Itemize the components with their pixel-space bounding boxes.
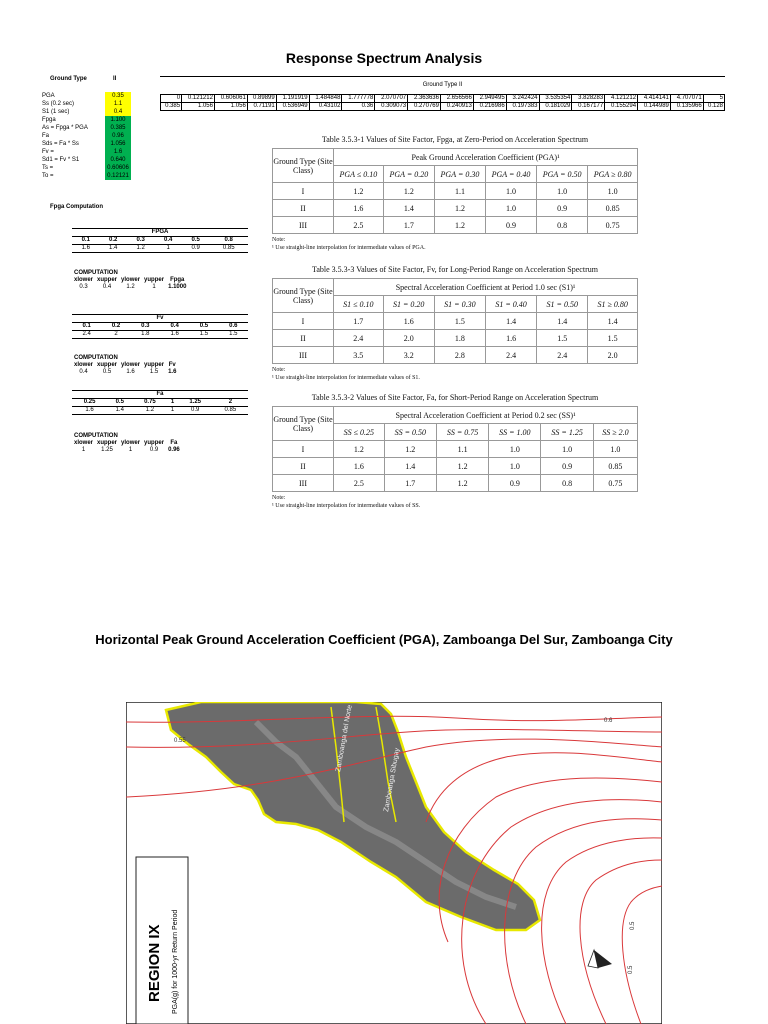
data-cell: 1.7: [334, 313, 384, 330]
period-cell: 1.191919: [276, 95, 309, 103]
header-row: [273, 279, 638, 296]
data-cell: 1.5: [537, 330, 588, 347]
mini-cell: 1.8: [131, 331, 160, 339]
comp-col-label: xlower: [74, 277, 94, 283]
contour-label-05a: 0.5: [630, 921, 636, 930]
header-row: [273, 149, 638, 166]
data-cell: 0.8: [541, 475, 593, 492]
mini-cell: 1: [154, 245, 181, 253]
accel-cell: 0.167177: [572, 103, 605, 111]
data-cell: 1.2: [436, 475, 488, 492]
accel-cell: 0.128: [703, 103, 724, 111]
data-cell: 1.0: [489, 441, 541, 458]
period-cell: 0.606061: [214, 95, 247, 103]
data-cell: 1.6: [334, 458, 385, 475]
data-cell: 1.6: [383, 313, 434, 330]
comp-col-label: Fv: [168, 362, 176, 368]
spectrum-title: Ground Type II: [422, 82, 463, 88]
ground-type-label: Ground Type: [50, 76, 87, 82]
data-cell: II: [273, 330, 334, 347]
period-cell: 5: [703, 95, 724, 103]
period-cell: 0: [161, 95, 182, 103]
param-value: 0.35: [105, 92, 131, 100]
col0-header: Ground Type (Site Class): [273, 407, 334, 441]
mini-cell: 0.5: [189, 323, 218, 331]
mini-table-title: Fv: [72, 315, 248, 323]
mini-cell: 0.85: [213, 407, 248, 415]
note-line: Note:: [272, 367, 286, 373]
mini-cell: 0.2: [99, 237, 126, 245]
header-row: [273, 407, 638, 424]
data-row: [273, 475, 638, 492]
period-cell: 2.656566: [440, 95, 473, 103]
accel-cell: 0.135966: [670, 103, 703, 111]
table-note: [272, 236, 638, 252]
col-header: S1 = 0.40: [485, 296, 536, 313]
table-fpga-code: [272, 135, 638, 252]
param-row: [42, 140, 132, 148]
data-cell: 1.0: [537, 183, 588, 200]
comp-vals: [74, 447, 184, 454]
period-cell: 4.414141: [638, 95, 671, 103]
param-row: [42, 108, 132, 116]
group-header: Peak Ground Acceleration Coefficient (PGA)¹: [334, 149, 638, 166]
mini-cell: 0.4: [154, 237, 181, 245]
param-value: 0.4: [105, 108, 131, 116]
mini-title-row: [72, 391, 248, 399]
accel-cell: 0.144989: [638, 103, 671, 111]
mini-cell: 2.4: [72, 331, 101, 339]
comp-value: 1.1000: [168, 284, 187, 290]
param-row: [42, 100, 132, 108]
mini-cell: 1.6: [72, 245, 99, 253]
data-cell: 2.4: [334, 330, 384, 347]
data-row: [273, 347, 638, 364]
param-label: Fv =: [42, 149, 54, 155]
param-label: Sds = Fa * Ss: [42, 141, 79, 147]
contour-label-06: 0.6: [604, 718, 613, 724]
data-row: [273, 330, 638, 347]
accel-cell: 0.43102: [309, 103, 342, 111]
data-row: [273, 183, 638, 200]
mini-cell: 1.4: [99, 245, 126, 253]
mini-row-x: [72, 323, 248, 331]
accel-cell: 0.385: [161, 103, 182, 111]
accel-cell: 0.216986: [473, 103, 506, 111]
comp-col-label: yupper: [144, 362, 165, 368]
col-header: SS = 0.75: [436, 424, 488, 441]
data-cell: 0.85: [588, 200, 638, 217]
data-cell: 2.4: [485, 347, 536, 364]
mini-cell: 0.5: [182, 237, 209, 245]
group-header: Spectral Acceleration Coefficient at Period 0.2 sec (SS)¹: [334, 407, 638, 424]
province-label-sibugay: Zamboanga Sibugay: [383, 747, 402, 813]
param-row: [42, 132, 132, 140]
accel-cell: 0.71191: [247, 103, 276, 111]
col0-header: Ground Type (Site Class): [273, 279, 334, 313]
mini-table-title: Fa: [72, 391, 248, 399]
param-row: [42, 156, 132, 164]
data-cell: 1.0: [485, 200, 536, 217]
period-cell: 1.777778: [342, 95, 375, 103]
accel-cell: 0.36: [342, 103, 375, 111]
data-row: [273, 458, 638, 475]
mini-cell: 0.85: [209, 245, 248, 253]
period-cell: 4.707071: [670, 95, 703, 103]
mini-cell: 0.6: [219, 323, 248, 331]
comp-col-label: xupper: [97, 362, 118, 368]
accel-cell: 0.181029: [539, 103, 572, 111]
data-cell: III: [273, 347, 334, 364]
mini-cell: 0.2: [101, 323, 130, 331]
mini-cell: 2: [101, 331, 130, 339]
group-header: Spectral Acceleration Coefficient at Period 1.0 sec (S1)¹: [334, 279, 638, 296]
comp-value: 0.4: [102, 284, 112, 290]
data-cell: 1.2: [334, 183, 384, 200]
mini-row-y: [72, 331, 248, 339]
data-cell: 1.2: [383, 183, 434, 200]
mini-cell: 1.6: [72, 407, 107, 415]
col-header: SS = 0.50: [384, 424, 436, 441]
comp-cols: [74, 277, 190, 284]
fpga-table: [72, 228, 248, 253]
note-line: Note:: [272, 495, 286, 501]
table-note: [272, 366, 638, 382]
param-label: S1 (1 sec): [42, 109, 70, 115]
table-caption: Table 3.5.3-2 Values of Site Factor, Fa, for Short-Period Range on Acceleration Spectrum: [311, 393, 599, 402]
period-cell: 0.89899: [247, 95, 276, 103]
comp-value: 1: [128, 447, 133, 453]
mini-cell: 0.25: [72, 399, 107, 407]
data-cell: 1.1: [434, 183, 485, 200]
comp-col-label: ylower: [121, 440, 141, 446]
mini-row-x: [72, 237, 248, 245]
param-label: As = Fpga * PGA: [42, 125, 88, 131]
param-label: PGA: [42, 93, 55, 99]
param-value: 1.100: [105, 116, 131, 124]
param-value: 1.6: [105, 148, 131, 156]
period-cell: 3.828283: [572, 95, 605, 103]
comp-value: 1: [152, 284, 156, 290]
col-header: PGA = 0.40: [485, 166, 536, 183]
data-cell: 2.4: [537, 347, 588, 364]
table-fa-code: [272, 393, 638, 510]
param-label: Ts =: [42, 165, 54, 171]
mini-cell: 0.9: [182, 245, 209, 253]
mini-row-y: [72, 245, 248, 253]
comp-value: 1.6: [126, 369, 135, 375]
contour-label-05b: 0.5: [628, 965, 634, 974]
param-row: [42, 92, 132, 100]
comp-value: 0.96: [168, 447, 180, 453]
accel-cell: 0.197383: [506, 103, 539, 111]
pga-map: [126, 702, 662, 1024]
fv-table: [72, 314, 248, 339]
param-value: 1.056: [105, 140, 131, 148]
accel-cell: 0.240913: [440, 103, 473, 111]
mini-cell: 0.5: [107, 399, 132, 407]
data-row: [273, 200, 638, 217]
param-value: 0.96: [105, 132, 131, 140]
data-cell: 1.4: [588, 313, 638, 330]
table-caption: Table 3.5.3-1 Values of Site Factor, Fpga, at Zero-Period on Acceleration Spectrum: [321, 135, 589, 144]
mini-cell: 1.6: [160, 331, 189, 339]
data-cell: 1.4: [383, 200, 434, 217]
comp-col-label: xlower: [74, 440, 94, 446]
period-cell: 2.949495: [473, 95, 506, 103]
data-cell: 0.85: [593, 458, 637, 475]
comp-col-label: ylower: [121, 277, 141, 283]
mini-cell: 1.5: [189, 331, 218, 339]
param-value: 0.60606: [105, 164, 131, 172]
col-header: SS ≥ 2.0: [593, 424, 637, 441]
fa-table: [72, 390, 248, 415]
mini-cell: 1: [168, 407, 178, 415]
comp-value: 1.2: [126, 284, 135, 290]
col-header: S1 = 0.30: [434, 296, 485, 313]
param-value: 0.12121: [105, 172, 131, 180]
data-cell: III: [273, 217, 334, 234]
comp-cols: [74, 362, 180, 369]
mini-row-x: [72, 399, 248, 407]
col-header: SS = 1.00: [489, 424, 541, 441]
comp-value: 1.25: [101, 447, 113, 453]
comp-col-label: xupper: [97, 440, 118, 446]
computation-heading: COMPUTATION: [74, 270, 118, 276]
comp-col-label: xupper: [97, 277, 118, 283]
comp-value: 0.3: [79, 284, 88, 290]
data-cell: 1.6: [334, 200, 384, 217]
mini-cell: 0.8: [209, 237, 248, 245]
accel-cell: 0.309073: [375, 103, 408, 111]
data-cell: II: [273, 200, 334, 217]
spectrum-table: [160, 94, 725, 111]
col-header: PGA = 0.50: [537, 166, 588, 183]
data-cell: 1.2: [384, 441, 436, 458]
param-row: [42, 172, 132, 180]
note-line: ¹ Use straight-line interpolation for intermediate values of PGA.: [272, 245, 426, 251]
data-cell: 1.2: [334, 441, 385, 458]
mini-cell: 0.9: [178, 407, 213, 415]
data-cell: 1.0: [593, 441, 637, 458]
province-label-norte: Zamboanga del Norte: [335, 704, 354, 773]
comp-col-label: yupper: [144, 440, 165, 446]
param-label: Ss (0.2 sec): [42, 101, 75, 107]
param-value: 0.640: [105, 156, 131, 164]
mini-cell: 1.2: [127, 245, 154, 253]
data-cell: II: [273, 458, 334, 475]
data-row: [273, 217, 638, 234]
data-cell: 1.1: [436, 441, 488, 458]
comp-vals: [74, 284, 190, 291]
fpga-computation: [74, 270, 190, 291]
data-cell: 3.5: [334, 347, 384, 364]
data-cell: 1.0: [588, 183, 638, 200]
col-header: S1 = 0.20: [383, 296, 434, 313]
period-row: [161, 95, 725, 103]
comp-cols: [74, 440, 184, 447]
col-header: S1 = 0.50: [537, 296, 588, 313]
data-cell: 1.2: [436, 458, 488, 475]
period-cell: 3.535354: [539, 95, 572, 103]
comp-value: 1.5: [149, 369, 159, 375]
data-cell: 1.7: [383, 217, 434, 234]
data-cell: 1.6: [485, 330, 536, 347]
mini-cell: 0.1: [72, 237, 99, 245]
table-note: [272, 494, 638, 510]
data-cell: III: [273, 475, 334, 492]
col-header: PGA = 0.30: [434, 166, 485, 183]
data-cell: 1.7: [384, 475, 436, 492]
accel-row: [161, 103, 725, 111]
data-cell: 1.4: [485, 313, 536, 330]
period-cell: 3.242424: [506, 95, 539, 103]
comp-col-label: ylower: [121, 362, 141, 368]
mini-cell: 1.4: [107, 407, 132, 415]
note-line: ¹ Use straight-line interpolation for intermediate values of SS.: [272, 503, 421, 509]
map-subtitle: PGA(g) for 1000-yr Return Period: [172, 909, 179, 1014]
period-cell: 2.363636: [408, 95, 441, 103]
col-header: S1 ≤ 0.10: [334, 296, 384, 313]
accel-cell: 1.056: [182, 103, 215, 111]
comp-value: 1: [81, 447, 86, 453]
period-cell: 4.121212: [605, 95, 638, 103]
data-cell: 0.9: [485, 217, 536, 234]
col-header: SS ≤ 0.25: [334, 424, 385, 441]
mini-cell: 0.4: [160, 323, 189, 331]
fv-computation: [74, 355, 180, 376]
data-cell: 1.4: [384, 458, 436, 475]
param-value: 0.385: [105, 124, 131, 132]
mini-cell: 2: [213, 399, 248, 407]
col-header: S1 ≥ 0.80: [588, 296, 638, 313]
data-cell: 0.75: [593, 475, 637, 492]
page-title: Response Spectrum Analysis: [285, 50, 483, 66]
data-cell: 0.9: [537, 200, 588, 217]
data-cell: 0.8: [537, 217, 588, 234]
period-cell: 2.070707: [375, 95, 408, 103]
comp-value: 1.6: [168, 369, 177, 375]
data-cell: 2.5: [334, 217, 384, 234]
data-cell: I: [273, 441, 334, 458]
mini-cell: 0.3: [127, 237, 154, 245]
computation-heading: COMPUTATION: [74, 355, 118, 361]
data-cell: I: [273, 313, 334, 330]
mini-cell: 0.1: [72, 323, 101, 331]
mini-cell: 0.75: [132, 399, 167, 407]
comp-vals: [74, 369, 180, 376]
mini-title-row: [72, 315, 248, 323]
mini-title-row: [72, 229, 248, 237]
fpga-heading: Fpga Computation: [50, 204, 103, 210]
data-cell: 2.5: [334, 475, 385, 492]
data-cell: 0.75: [588, 217, 638, 234]
region-label: REGION IX: [146, 924, 163, 1002]
data-cell: 1.0: [489, 458, 541, 475]
data-cell: 3.2: [383, 347, 434, 364]
data-cell: I: [273, 183, 334, 200]
col-header: PGA ≥ 0.80: [588, 166, 638, 183]
data-cell: 1.5: [588, 330, 638, 347]
comp-value: 0.4: [79, 369, 88, 375]
ground-type-value: II: [113, 76, 117, 82]
fa-computation: [74, 433, 184, 454]
comp-col-label: yupper: [144, 277, 165, 283]
table-fv-code: [272, 265, 638, 382]
col-header: PGA ≤ 0.10: [334, 166, 384, 183]
mini-row-y: [72, 407, 248, 415]
param-label: To =: [42, 173, 54, 179]
param-row: [42, 164, 132, 172]
comp-col-label: xlower: [74, 362, 94, 368]
data-cell: 0.9: [541, 458, 593, 475]
mini-cell: 1: [168, 399, 178, 407]
col0-header: Ground Type (Site Class): [273, 149, 334, 183]
param-value: 1.1: [105, 100, 131, 108]
data-cell: 2.0: [588, 347, 638, 364]
mini-cell: 1.2: [132, 407, 167, 415]
param-row: [42, 148, 132, 156]
comp-value: 0.9: [149, 447, 159, 453]
accel-cell: 0.536949: [276, 103, 309, 111]
period-cell: 0.121212: [182, 95, 215, 103]
data-cell: 1.2: [434, 217, 485, 234]
param-row: [42, 124, 132, 132]
data-cell: 2.0: [383, 330, 434, 347]
computation-heading: COMPUTATION: [74, 433, 118, 439]
note-line: ¹ Use straight-line interpolation for intermediate values of S1.: [272, 375, 420, 381]
note-line: Note:: [272, 237, 286, 243]
col-header: SS = 1.25: [541, 424, 593, 441]
data-cell: 1.0: [541, 441, 593, 458]
period-cell: 1.484848: [309, 95, 342, 103]
data-cell: 2.8: [434, 347, 485, 364]
param-label: Fa: [42, 133, 50, 139]
contour-label-055: 0.55: [174, 738, 186, 744]
accel-cell: 0.155294: [605, 103, 638, 111]
mini-cell: 1.5: [219, 331, 248, 339]
comp-value: 0.5: [102, 369, 112, 375]
mini-table-title: FPGA: [72, 229, 248, 237]
data-cell: 0.9: [489, 475, 541, 492]
col-header: PGA = 0.20: [383, 166, 434, 183]
param-label: Sd1 = Fv * S1: [42, 157, 80, 163]
map-heading: Horizontal Peak Ground Acceleration Coefficient (PGA), Zamboanga Del Sur, Zamboanga City: [95, 632, 673, 647]
table-caption: Table 3.5.3-3 Values of Site Factor, Fv, for Long-Period Range on Acceleration Spectrum: [312, 265, 598, 274]
mini-cell: 0.3: [131, 323, 160, 331]
data-row: [273, 441, 638, 458]
data-cell: 1.5: [434, 313, 485, 330]
data-cell: 1.0: [485, 183, 536, 200]
param-row: [42, 116, 132, 124]
accel-cell: 1.056: [214, 103, 247, 111]
comp-col-label: Fpga: [170, 277, 185, 283]
param-label: Fpga: [42, 117, 56, 123]
data-row: [273, 313, 638, 330]
accel-cell: 0.270769: [408, 103, 441, 111]
data-cell: 1.2: [434, 200, 485, 217]
mini-cell: 1.25: [178, 399, 213, 407]
data-cell: 1.4: [537, 313, 588, 330]
data-cell: 1.8: [434, 330, 485, 347]
comp-col-label: Fa: [170, 440, 178, 446]
